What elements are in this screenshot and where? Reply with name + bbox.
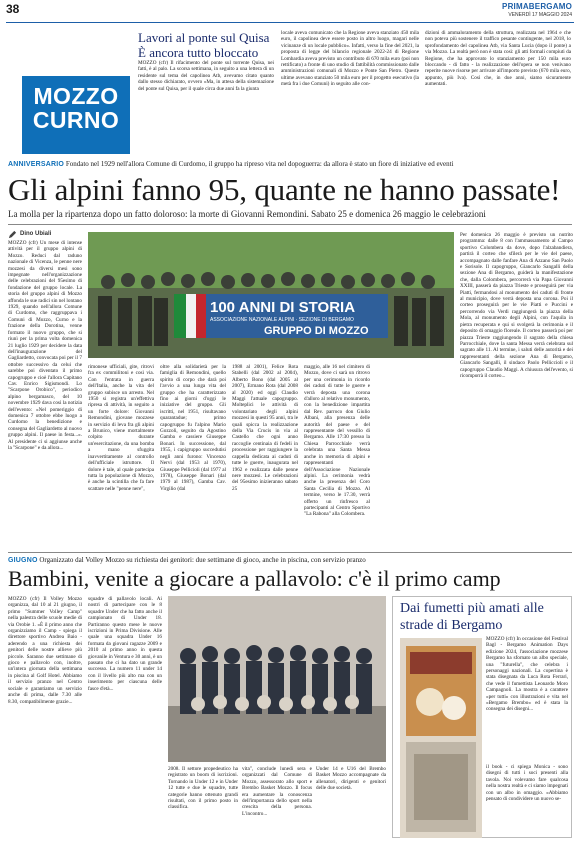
alpini-group-photo <box>88 232 454 358</box>
alpini-column-2: rimonese ufficiali, gite, ritrovi fra ex commilitoni e così via. Con l'entrata in guerra dell'Italia, anche la vita del gruppo subisce un arresto. Nel 1950 si registra un'effettiva ripresa di attività, in seguito a un forte dolore: Giovanni Remondini, giovane mozzese in servizio di leva fra gli alpini a Brunico, viene mortalmente colpito durante un'esercitazione, da una bomba a mano sfuggita inavvertitamente al controllo dell'ufficiale istruttore. Il dolore è tale, al quale partecipa tutta la popolazione di Mozzo, è anche la scintilla che fa fare scattare nelle "penne nere", <box>88 364 154 492</box>
camp-kicker-text: Organizzato dal Volley Mozzo su richiesta dei genitori: due settimane di gioco, anche in piscina, con servizio pranzo <box>39 556 366 564</box>
camp-rule <box>8 552 572 553</box>
photo-banner-title: 100 ANNI DI STORIA <box>210 299 356 316</box>
alpini-kicker-text: Fondato nel 1929 nell'allora Comune di Curdomo, il gruppo ha ripreso vita nel dopoguerra: da allora è stato un fiore di iniziative ed eventi <box>65 160 454 168</box>
camp-column-3: 2008. Il settore propedeutico ha registrato un boom di iscrizioni. Tornando in Under 12 e in Under 12 tutte e due le squadre, tutte categorie hanno ottenuto grandi risultati, con il primo posto in classifica. <box>168 766 238 811</box>
alpini-column-3: oltre alla solidarietà per la famiglia di Remondini, quello spirito di corpo che darà poi l'avvio a una lunga vita del gruppo che ha caratterizzato fino ai giorni d'oggi le iniziative del gruppo. Gli iscritti, nel 1951, risultavano quarantadue; primo capogruppo fu l'alpino Mario Gozzoli, seguito da Agostino Gamba e cassiere Giuseppe Bonari. In successione, dal 1955, i capigruppo succedutisi negli anni furono: Vincenzo Nervi (dal 1953 al 1970), Giuseppe Pellicioli (dal 1977 al 1978), Giuseppe Bonari (dal 1979 al 1987), Gamba Cav. Virgilio (dal <box>160 364 226 492</box>
camp-column-4: vita", conclude lunedì sera e organizzati dal Comune di Mozzo, assessorato allo sport e Brembo Basket Mozzo. Il focus era aumentare la conoscenza dell'importanza dello sport nella crescita della persona. L'incontro... <box>242 766 312 817</box>
quisa-column-2: locale aveva comunicato che la Regione aveva stanziato 450 mila euro, il capolinea deve essere posto in altro luogo, magari nelle vicinanze di un locale pubblico». Infatti, verso la fine del 2021, la proposta di legge del bilancio regionale 2022-24 di Regione Lombardia aveva previsto un contributo di 670 mila euro (poi non rettificato) a fronte di uno studio di fattibilità commissionato dalle amministrazioni comunali di Mozzo e Ponte San Pietro. Queste ultime avevano stanziato 50 mila euro per il progetto esecutivo (la metà fra i due Comuni) in seguito alle con- <box>281 30 419 88</box>
camp-column-5: Under 14 e U16 del Brembo Basket Mozzo accompagnate da allenatori, dirigenti e genitori delle due società. <box>316 766 386 792</box>
page-number: 38 <box>6 2 20 16</box>
photo-banner-group: GRUPPO DI MOZZO <box>264 325 369 337</box>
pen-icon <box>8 230 17 239</box>
alpini-subhead: La molla per la ripartenza dopo un fatto doloroso: la morte di Giovanni Remondini. Sabato 25 e domenica 26 maggio le celebrazioni <box>8 209 486 219</box>
brand-name: PRIMABERGAMO <box>502 2 572 11</box>
alpini-column-4: 1988 al 2001), Felice Rota Stabelli (dal 2002 al 2004), Alberto Bono (dal 2005 al 2007), Ermano Rota (dal 2008 al 2020) ed oggi Claudio Maggi l'attuale capogruppo. Molteplici le attività di volontariato degli alpini mozzesi in questi 95 anni, tra le quali spicca la realizzazione della Via Crucis in via al Castello che ogni anno raccoglie centinaia di fedeli in processione per raggiungere la cappella dedicata ai caduti di tutte le guerre, inaugurata nel 1962 e realizzata dalle penne nere mozzesi. Le celebrazioni del 95esimo inizieranno sabato 25 <box>232 364 298 492</box>
alpini-author: Dino Ubiali <box>20 231 52 237</box>
alpini-column-5: maggio, alle 16 nel cimitero di Mozzo, dove ci sarà un ritrovo per una cerimonia in ricordo dei caduti di tutte le guerre e verrà deposta una corona d'alloro al relativo monumento, con la benedizione impartita dal Rev. parroco don Giulio Albani, alla presenza delle autorità del paese e del rappresentante del vessillo di Bergamo. Alle 17:30 presso la Chiesa Parrocchiale verrà celebrata una Santa Messa anche in memoria di alpini e rappresentanti dell'Associazione Nazionale alpini. La cerimonia vedrà anche la presenza del Coro Santa Cecilia di Mozzo. Al termine, verso le 17.30, verrà offerto un rinfresco al partecipanti al Centro Sportivo "La Rabona" alla Colombera. <box>304 364 370 518</box>
alpini-column-1: MOZZO (cfr) Un mese di intense attività per il gruppo alpini di Mozzo. Reduci dal raduno nazionale di Vicenza, le penne nere mozzesi da diversi mesi sono impegnate nell'organizzazione delle celebrazioni del 95esimo di fondazione del gruppo locale. La storia del gruppo alpini di Mozzo affonda le sue radici sin nel lontano 1929, quando nell'allora Comune di Curdomo, che raggruppava i Comuni di Mozzo, Curno e la frazione della Dorotina, venne formato il nuovo gruppo, che si riunì per la prima volta domenica 21 luglio 1929 per decidere la data dell'inaugurazione del Gagliardetto, convocata poi per il 7 ottobre successivo da celui che sarebbe poi diventato il primo capogruppo e cioè l'allora Capitano Cav. Enrico Sigismondi. Lo "Scarpone Orobico", periodico alpino bergamasco, del 10 novembre 1929 dava così la notizia dell'evento: «Nel pomeriggio di domenica 7 ottobre ebbe luogo a Curdomo la benedizione e consegna del Gagliardetto al nuovo gruppo alpini. Il paese in festa...». Al presidente ci si aggiunse anche la "Scarpone" e da allora... <box>8 240 82 451</box>
camp-column-1: MOZZO (cfr) Il Volley Mozzo organizza, dal 10 al 21 giugno, il primo "Summer Volley Camp" nella palestra delle scuole medie di via Orobie 1. «È il primo anno che organizziamo il Camp - spiega il direttore sportivo Andrea Baio - aderendo a una richiesta dei genitori delle nostre allieve più piccole. Saranno due settimane di gioco e pallavolo con, inoltre, un'intera giornata della settimana in piscina al Golf Hotel. Abbiamo il servizio pranzo nel Centro sociale e garantiamo un servizio anche di prima, dalle 7.30 alle 8.30, compatibilmente grazie... <box>8 596 82 705</box>
issue-date: VENERDÌ 17 MAGGIO 2024 <box>508 12 572 18</box>
camp-kicker-tag: GIUGNO <box>8 557 38 564</box>
basket-team-photo <box>168 596 386 762</box>
alpini-rule <box>8 224 572 225</box>
quisa-headline: Lavori al ponte sul Quisa È ancora tutto bloccato <box>138 30 270 60</box>
alpini-kicker <box>8 160 572 169</box>
quisa-body: MOZZO (cfr) Il rifacimento del ponte sul torrente Quisa, nei fatti, è al palo. La scorsa settimana, in seguito a una lettera di un residente sul tema del capolinea Atb, avevamo citato quanto dallo stesso dichiarato, ovvero «Ma, in attesa della sistemazione del ponte sul Quisa, per il quale circa due anni fa la giunta <box>138 60 274 92</box>
alpini-kicker-tag: ANNIVERSARIO <box>8 161 65 168</box>
photo-banner-subtitle: ASSOCIAZIONE NAZIONALE ALPINI · SEZIONE DI BERGAMO <box>210 317 354 323</box>
comics-body-end: il book - ci spiega Monica - sono disegni di tutti i soci presenti alla tavola. Noi volevamo fare qualcosa nella nostra realtà e ci siamo impegnati con un albo in omaggio. «Abbiamo pensato di condividere un nuovo se- <box>486 764 568 803</box>
section-title: MOZZO CURNO <box>32 83 120 133</box>
header-rule <box>6 22 574 23</box>
camp-headline: Bambini, venite a giocare a pallavolo: c'è il primo camp <box>8 566 501 591</box>
alpini-headline: Gli alpini fanno 95, quante ne hanno passate! <box>8 172 561 207</box>
comics-cover-image <box>400 638 482 838</box>
alpini-column-6: Per domenica 26 maggio è previsto un nutrito programma: dalle 8 con l'ammassamento al Campo sportivo Colombera da dove, dopo l'alzabandiera, partirà il corteo che sfilerà per le vie del paese, accompagnato dalle fanfare Ana di Azzano San Paolo e Sorisole. Il capogruppo, Giancarlo Sangalli della sezione Ana di Bergamo, guiderà la manifestazione che, dalla Colombera, percorrerà via Papa Giovanni XXIII, passerà da piazza Trieste e proseguirà per via Piatti, fermandosi al monumento dei caduti di fronte al municipio, dove verrà deposta una corona. Poi il corteo proseguirà per le vie Piatti e Puccini e percorrendo via Verdi raggiungerà la piazza della Mola, al monumento degli Alpini, con l'aquila in pietra recuperata e qui si svolgerà la cerimonia e il deposito di omaggio floreale. Il corteo passerà poi per piazza Trieste raggiungendo il sagrato della chiesa Parrocchiale, dove la santa Messa verrà celebrata sul sagrato alle 11. Al termine, i saluti delle autorità e dei rappresentanti della sezione Ana di Bergamo, Giancarlo Sangalli, il sindaco Paolo Pelliccioli e il capogruppo Claudio Maggi. A chiusura dell'evento, si ricomporrà il corteo... <box>460 232 573 379</box>
quisa-column-3: dizioni di ammaloramento della struttura, realizzata nel 1964 e che non poteva più sostenere il traffico pesante contingente, nel 2018, lo sprofondamento del capolinea Atb, via Santa Lucia (dopo il ponte) a via Mozzo. La realtà però non è stata così: gli atti formali compiuti da Regione, che ha approvato lo stanziamento per 150 mila euro bloccando - di fatto - la realizzazione dell'opera se non venivano reperite nuove risorse per arrivare all'importo previsto (670 mila euro, appunto, più Iva). Così che, in due anni, siamo sicuramente aumentati. <box>425 30 571 88</box>
camp-kicker <box>8 556 572 565</box>
camp-column-2: squadre di pallavolo locali. Ai nostri di partecipare con le 8 squadre Under che ha fatto anche il campionato di Under 18. Partiranno questo mese le nuove iscrizioni in Prima Divisione. Alle quale una squadra Under 16 formata da giovani ragazze 2009 e 2010 al primo anno in questa giovanile in Ventura e 30 anni, è un passato che ci ha dato un grande successo. La numero 11 under 14 con il livello più alto ma con un inserimento per ciascuna delle fasce d'età... <box>88 596 162 692</box>
comics-headline: Dai fumetti più amati alle strade di Bergamo <box>400 601 544 633</box>
comics-body: MOZZO (cfr) In occasione del Festival Bagl - Bergamo Animation Days edizione 2024, l'associazione mozzese Bergamo ha sfornato un albo speciale, una "futurella", che celebra i personaggi nazionali. La copertina è stata disegnata da Luca Rota Ferrari, che vede il fumettista Leonardo Moro Campagnoli. La mostra è a carattere «per tutti» con illustrazioni e vita nel «Bergamo Brembo» ed è stata la consegna dei disegni... <box>486 636 568 713</box>
